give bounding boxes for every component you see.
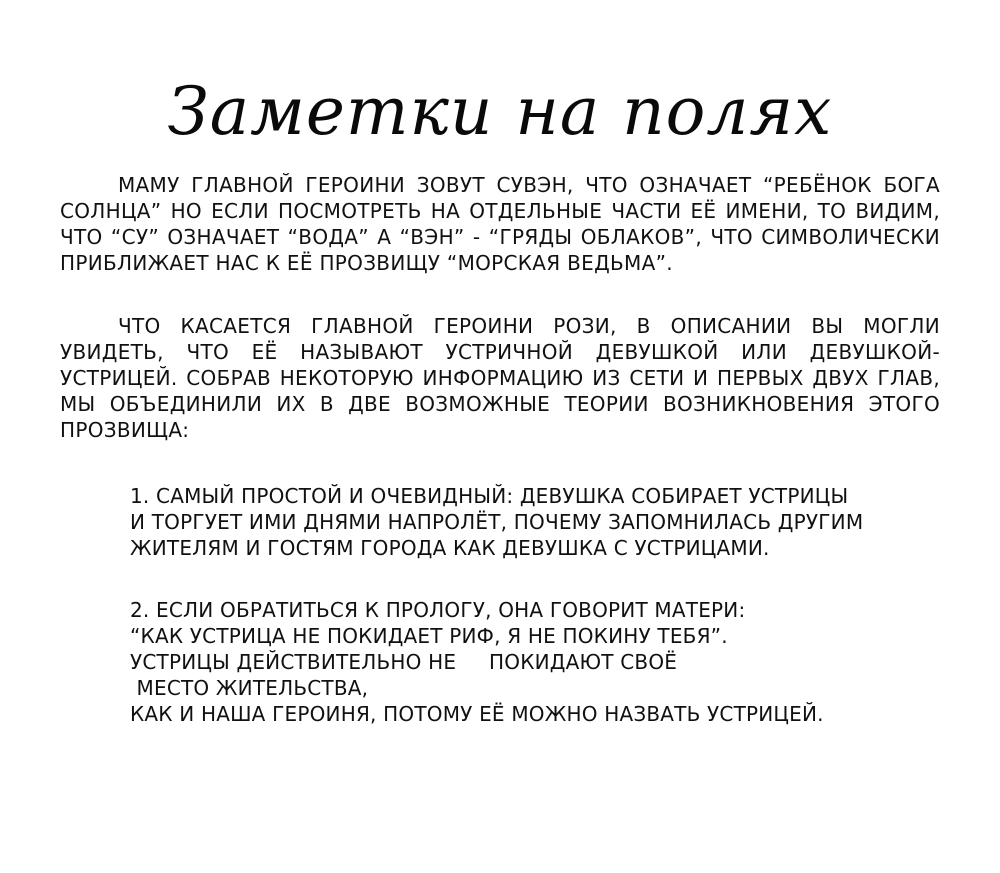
theory-line: УСТРИЦЫ ДЕЙСТВИТЕЛЬНО НЕ ПОКИДАЮТ СВОЁ <box>130 650 678 674</box>
paragraph-rosie-nickname <box>60 313 940 443</box>
theory-line: МЕСТО ЖИТЕЛЬСТВА, <box>130 676 369 700</box>
theory-1 <box>130 483 950 561</box>
theory-line: И ТОРГУЕТ ИМИ ДНЯМИ НАПРОЛЁТ, ПОЧЕМУ ЗАПОМНИЛАСЬ ДРУГИМ <box>130 510 864 534</box>
paragraph-text: МАМУ ГЛАВНОЙ ГЕРОИНИ ЗОВУТ СУВЭН, ЧТО ОЗНАЧАЕТ “РЕБЁНОК БОГА СОЛНЦА” НО ЕСЛИ ПОСМОТРЕТЬ НА ОТДЕЛЬНЫЕ ЧАСТИ ЕЁ ИМЕНИ, ТО ВИДИМ, ЧТО “СУ” ОЗНАЧАЕТ “ВОДА” А “ВЭН” - “ГРЯДЫ ОБЛАКОВ”, ЧТО СИМВОЛИЧЕСКИ ПРИБЛИЖАЕТ НАС К ЕЁ ПРОЗВИЩУ “МОРСКАЯ ВЕДЬМА”. <box>60 173 940 275</box>
paragraph-text: ЧТО КАСАЕТСЯ ГЛАВНОЙ ГЕРОИНИ РОЗИ, В ОПИСАНИИ ВЫ МОГЛИ УВИДЕТЬ, ЧТО ЕЁ НАЗЫВАЮТ УСТРИЧНОЙ ДЕВУШКОЙ ИЛИ ДЕВУШКОЙ-УСТРИЦЕЙ. СОБРАВ НЕКОТОРУЮ ИНФОРМАЦИЮ ИЗ СЕТИ И ПЕРВЫХ ДВУХ ГЛАВ, МЫ ОБЪЕДИНИЛИ ИХ В ДВЕ ВОЗМОЖНЫЕ ТЕОРИИ ВОЗНИКНОВЕНИЯ ЭТОГО ПРОЗВИЩА: <box>60 314 940 442</box>
page-title: Заметки на полях <box>167 73 833 150</box>
theory-line: ЖИТЕЛЯМ И ГОСТЯМ ГОРОДА КАК ДЕВУШКА С УСТРИЦАМИ. <box>130 536 770 560</box>
paragraph-sueven-name <box>60 172 940 276</box>
theory-line: 2. ЕСЛИ ОБРАТИТЬСЯ К ПРОЛОГУ, ОНА ГОВОРИТ МАТЕРИ: <box>130 598 746 622</box>
theory-line: “КАК УСТРИЦА НЕ ПОКИДАЕТ РИФ, Я НЕ ПОКИНУ ТЕБЯ”. <box>130 624 728 648</box>
theory-2 <box>130 597 950 727</box>
theory-line: 1. САМЫЙ ПРОСТОЙ И ОЧЕВИДНЫЙ: ДЕВУШКА СОБИРАЕТ УСТРИЦЫ <box>130 484 849 508</box>
theory-line: КАК И НАША ГЕРОИНЯ, ПОТОМУ ЕЁ МОЖНО НАЗВАТЬ УСТРИЦЕЙ. <box>130 702 824 726</box>
